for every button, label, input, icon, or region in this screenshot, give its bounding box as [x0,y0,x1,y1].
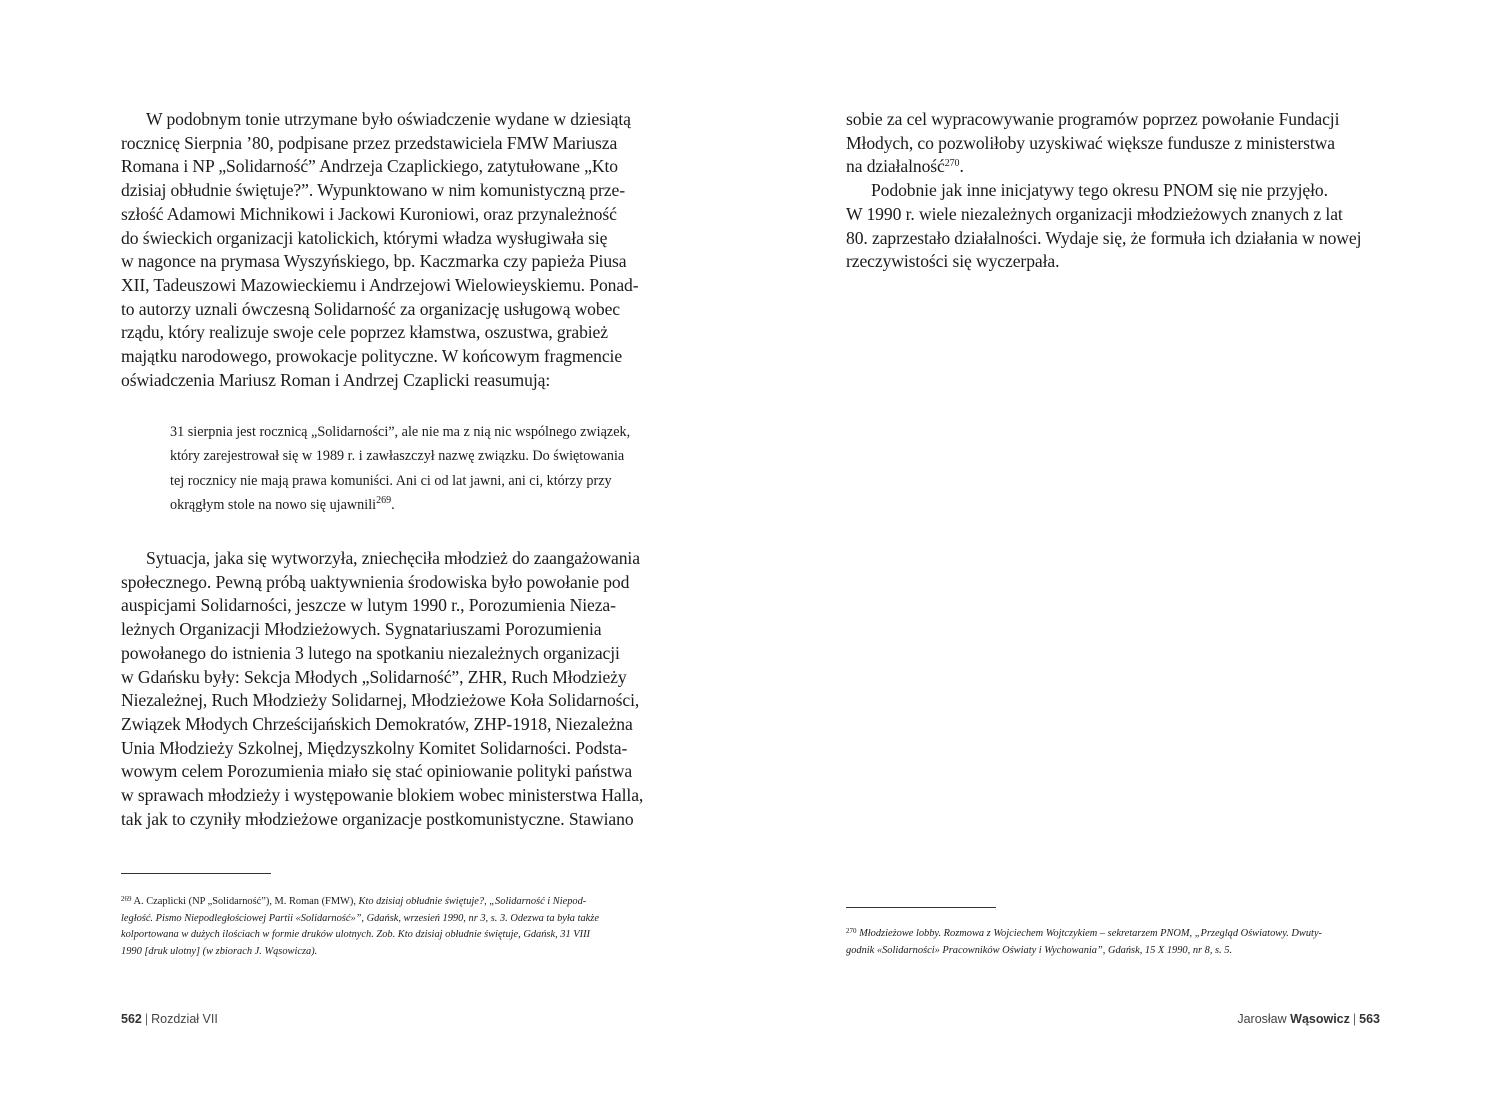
chapter-title: Rozdział VII [151,1012,218,1026]
text-line: 80. zaprzestało działalności. Wydaje się, że formuła ich działania w nowej [846,227,1362,248]
body-paragraph [121,547,661,831]
body-paragraph [846,108,1386,274]
quote-line: który zarejestrował się w 1989 r. i zawłaszczył nazwę związku. Do świętowania [170,448,625,465]
text-line: oświadczenia Mariusz Roman i Andrzej Czaplicki reasumują: [121,369,551,390]
footnote-line [846,923,1386,943]
text-line: to autorzy uznali ówczesną Solidarność za organizację usługową wobec [121,298,620,319]
footnote-number: 270 [846,927,857,935]
page-number: 563 [1359,1012,1380,1026]
right-page [750,0,1500,1118]
text-line: w Gdańsku były: Sekcja Młodych „Solidarność”, ZHR, Ruch Młodzieży [121,666,627,687]
text-line: auspicjami Solidarności, jeszcze w lutym 1990 r., Porozumienia Nieza- [121,595,616,616]
text-line: Związek Młodych Chrześcijańskich Demokratów, ZHP-1918, Niezależna [121,713,633,734]
quote-line: 31 sierpnia jest rocznicą „Solidarności”, ale nie ma z nią nic wspólnego związek, [170,424,631,440]
footer-separator: | [1352,1012,1357,1026]
text-line: tak jak to czyniły młodzieżowe organizacje postkomunistyczne. Stawiano [121,808,634,829]
text-line: powołanego do istnienia 3 lutego na spotkaniu niezależnych organizacji [121,642,620,663]
body-paragraph [121,108,661,392]
page-footer [1237,1012,1380,1026]
footnote-title: Kto dzisiaj obłudnie świętuje?, „Solidarność i Niepod- [358,896,587,907]
quote-text: okrągłym stole na nowo się ujawnili [170,496,377,513]
footnote-title: kolportowana w dużych ilościach w formie druków ulotnych. Zob. Kto dzisiaj obłudnie świętuje, Gdańsk, 31 VIII [121,929,590,941]
footnote-text: A. Czaplicki (NP „Solidarność”), M. Roman (FMW), [131,896,359,907]
footer-separator: | [144,1012,149,1026]
text-line: W 1990 r. wiele niezależnych organizacji młodzieżowych znanych z lat [846,203,1343,224]
block-quote [170,420,660,517]
footnote-title: ległość. Pismo Niepodległościowej Partii «Solidarność»”, Gdańsk, wrzesień 1990, nr 3, s. 3. Odezwa ta była także [121,912,599,924]
footnote-line [846,943,1386,960]
text-fragment: . [959,156,964,177]
author-last-name: Wąsowicz [1290,1012,1350,1026]
text-line: w sprawach młodzieży i występowanie blokiem wobec ministerstwa Halla, [121,785,644,806]
text-line: Romana i NP „Solidarność” Andrzeja Czaplickiego, zatytułowane „Kto [121,156,618,177]
text-line: rządu, który realizuje swoje cele poprzez kłamstwa, oszustwa, grabież [121,322,608,343]
footnote-title: Młodzieżowe lobby. Rozmowa z Wojciechem Wojtczykiem – sekretarzem PNOM, „Przegląd Oświatowy. Dwuty- [859,928,1323,939]
quote-line: okrągłym stole na nowo się ujawnili$^{269}$. [170,494,395,513]
text-line: Niezależnej, Ruch Młodzieży Solidarnej, Młodzieżowe Koła Solidarności, [121,690,640,711]
text-line: do świeckich organizacji katolickich, którymi władza wysługiwała się [121,227,608,248]
footnote-line [121,944,661,961]
text-line: w nagonce na prymasa Wyszyńskiego, bp. Kaczmarka czy papieża Piusa [121,251,627,272]
author-first-name: Jarosław [1237,1012,1287,1026]
footnote-divider [846,907,996,908]
text-line: XII, Tadeuszowi Mazowieckiemu i Andrzejowi Wielowieyskiemu. Ponad- [121,274,639,295]
text-line: rzeczywistości się wyczerpała. [846,251,1060,272]
text-line: szłość Adamowi Michnikowi i Jackowi Kuroniowi, oraz przynależność [121,203,617,224]
footnote [121,891,661,960]
footnote-line [121,927,661,944]
footnote-line [121,891,661,911]
text-line: wowym celem Porozumienia miało się stać opiniowanie polityki państwa [121,761,633,782]
text-line: Unia Młodzieży Szkolnej, Międzyszkolny Komitet Solidarności. Podsta- [121,737,628,758]
text-line: W podobnym tonie utrzymane było oświadczenie wydane w dziesiątą [146,109,631,129]
footnote-ref[interactable]: 270 [944,158,960,170]
footnote-number: 269 [121,895,132,903]
page-number: 562 [121,1012,142,1026]
footnote-title: godnik «Solidarności» Pracowników Oświaty i Wychowania”, Gdańsk, 15 X 1990, nr 8, s. 5. [846,944,1233,956]
footnote-ref[interactable]: 269 [376,494,392,506]
text-line: Sytuacja, jaka się wytworzyła, zniechęciła młodzież do zaangażowania [146,548,640,568]
page-footer [121,1012,218,1026]
text-line: Młodych, co pozwoliłoby uzyskiwać większe fundusze z ministerstwa [846,132,1335,153]
text-line: sobie za cel wypracowywanie programów poprzez powołanie Fundacji [846,109,1340,129]
text-line [846,155,1386,179]
footnote-title: 1990 [druk ulotny] (w zbiorach J. Wąsowicza). [121,945,318,957]
text-line: leżnych Organizacji Młodzieżowych. Sygnatariuszami Porozumienia [121,619,602,640]
footnote-line [121,911,661,928]
footnote-divider [121,873,271,874]
text-line: rocznicę Sierpnia ’80, podpisane przez przedstawiciela FMW Mariusza [121,132,618,153]
text-line: majątku narodowego, prowokacje polityczne. W końcowym fragmencie [121,346,623,367]
footnote [846,923,1386,959]
text-line: Podobnie jak inne inicjatywy tego okresu PNOM się nie przyjęło. [871,180,1328,201]
text-line: społecznego. Pewną próbą uaktywnienia środowiska było powołanie pod [121,571,630,592]
text-line: dzisiaj obłudnie świętuje?”. Wypunktowano w nim komunistyczną prze- [121,180,625,201]
quote-line: tej rocznicy nie mają prawa komuniści. Ani ci od lat jawni, ani ci, którzy przy [170,472,612,489]
text-fragment: na działalność [846,156,945,177]
